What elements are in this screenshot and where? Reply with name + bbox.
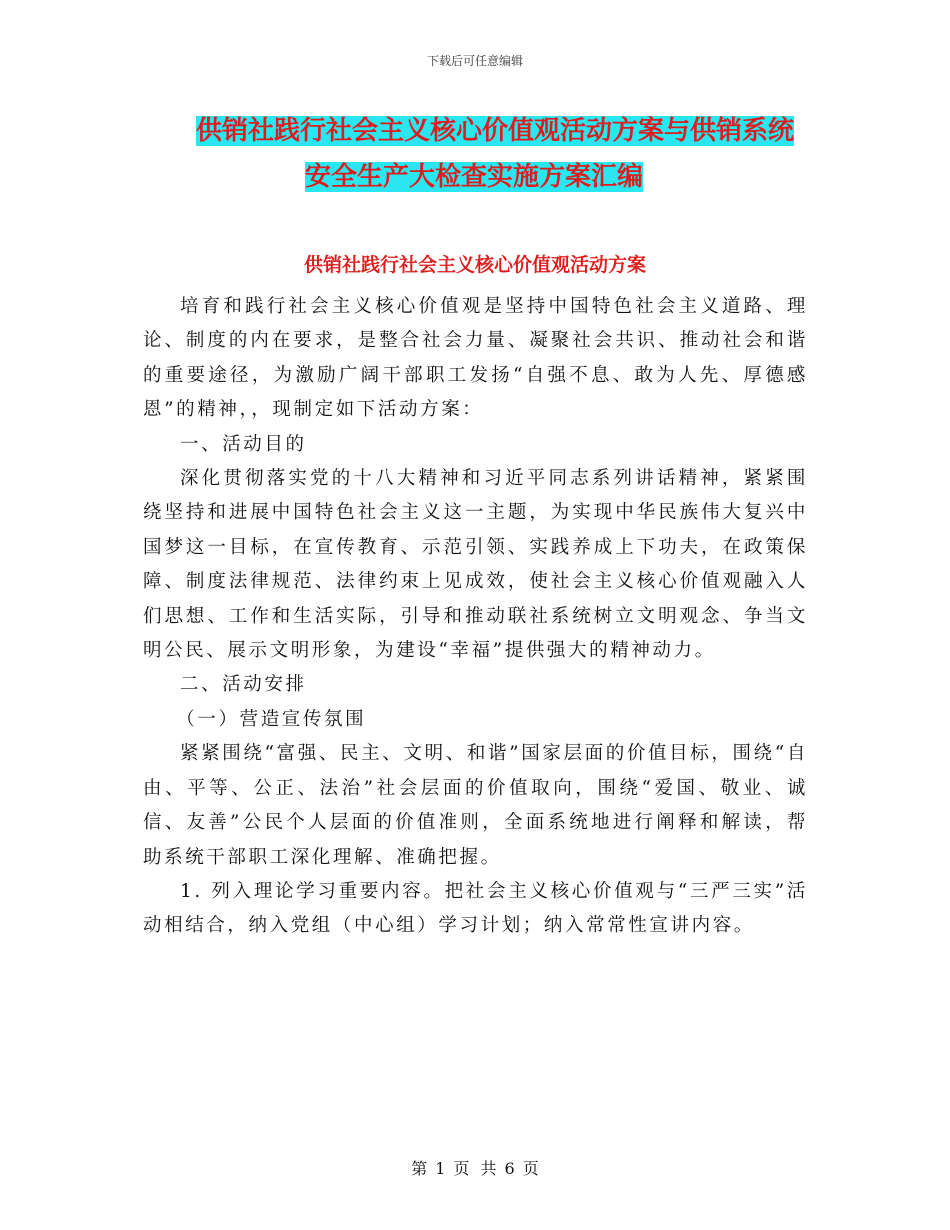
current-page-number: 1 — [435, 1159, 446, 1178]
heading-activity-purpose: 一、活动目的 — [180, 433, 307, 455]
paragraph-intro: 培育和践行社会主义核心价值观是坚持中国特色社会主义道路、理论、制度的内在要求，是整合社会力量、凝聚社会共识、推动社会和谐的重要途径，为激励广阔干部职工发扬“自强不息、敢为人先、厚德感恩”的精神，，现制定如下活动方案： — [143, 296, 808, 421]
document-body — [143, 290, 808, 944]
document-title-line-1 — [150, 108, 850, 154]
document-title — [150, 108, 850, 200]
header-note: 下载后可任意编辑 — [426, 54, 523, 68]
footer-middle: 页 共 — [453, 1159, 497, 1178]
footer-prefix: 第 — [411, 1159, 428, 1178]
paragraph-values: 紧紧围绕“富强、民主、文明、和谐”国家层面的价值目标，围绕“自由、平等、公正、法治”社会层面的价值取向，围绕“爱国、敬业、诚信、友善”公民个人层面的价值准则，全面系统地进行阐释和解读，帮助系统干部职工深化理解、准确把握。 — [143, 743, 808, 868]
heading-publicity-atmosphere: （一）营造宣传氛围 — [176, 708, 367, 730]
footer-suffix: 页 — [522, 1159, 539, 1178]
title-highlight: 供销社践行社会主义核心价值观活动方案与供销系统 — [196, 116, 795, 146]
paragraph-purpose: 深化贯彻落实党的十八大精神和习近平同志系列讲话精神，紧紧围绕坚持和进展中国特色社会主义这一主题，为实现中华民族伟大复兴中国梦这一目标，在宣传教育、示范引领、实践养成上下功夫，在政策保障、制度法律规范、法律约束上见成效，使社会主义核心价值观融入人们思想、工作和生活实际，引导和推动联社系统树立文明观念、争当文明公民、展示文明形象，为建设“幸福”提供强大的精神动力。 — [143, 468, 808, 662]
page-footer — [0, 1156, 950, 1179]
section-title: 供销社践行社会主义核心价值观活动方案 — [303, 254, 646, 276]
total-page-count: 6 — [504, 1159, 515, 1178]
paragraph-item-1: 1. 列入理论学习重要内容。把社会主义核心价值观与“三严三实”活动相结合，纳入党组（中心组）学习计划；纳入常常性宣讲内容。 — [143, 880, 808, 937]
heading-activity-arrangement: 二、活动安排 — [180, 674, 307, 696]
title-highlight: 安全生产大检查实施方案汇编 — [305, 162, 644, 192]
document-title-line-2 — [150, 154, 850, 200]
